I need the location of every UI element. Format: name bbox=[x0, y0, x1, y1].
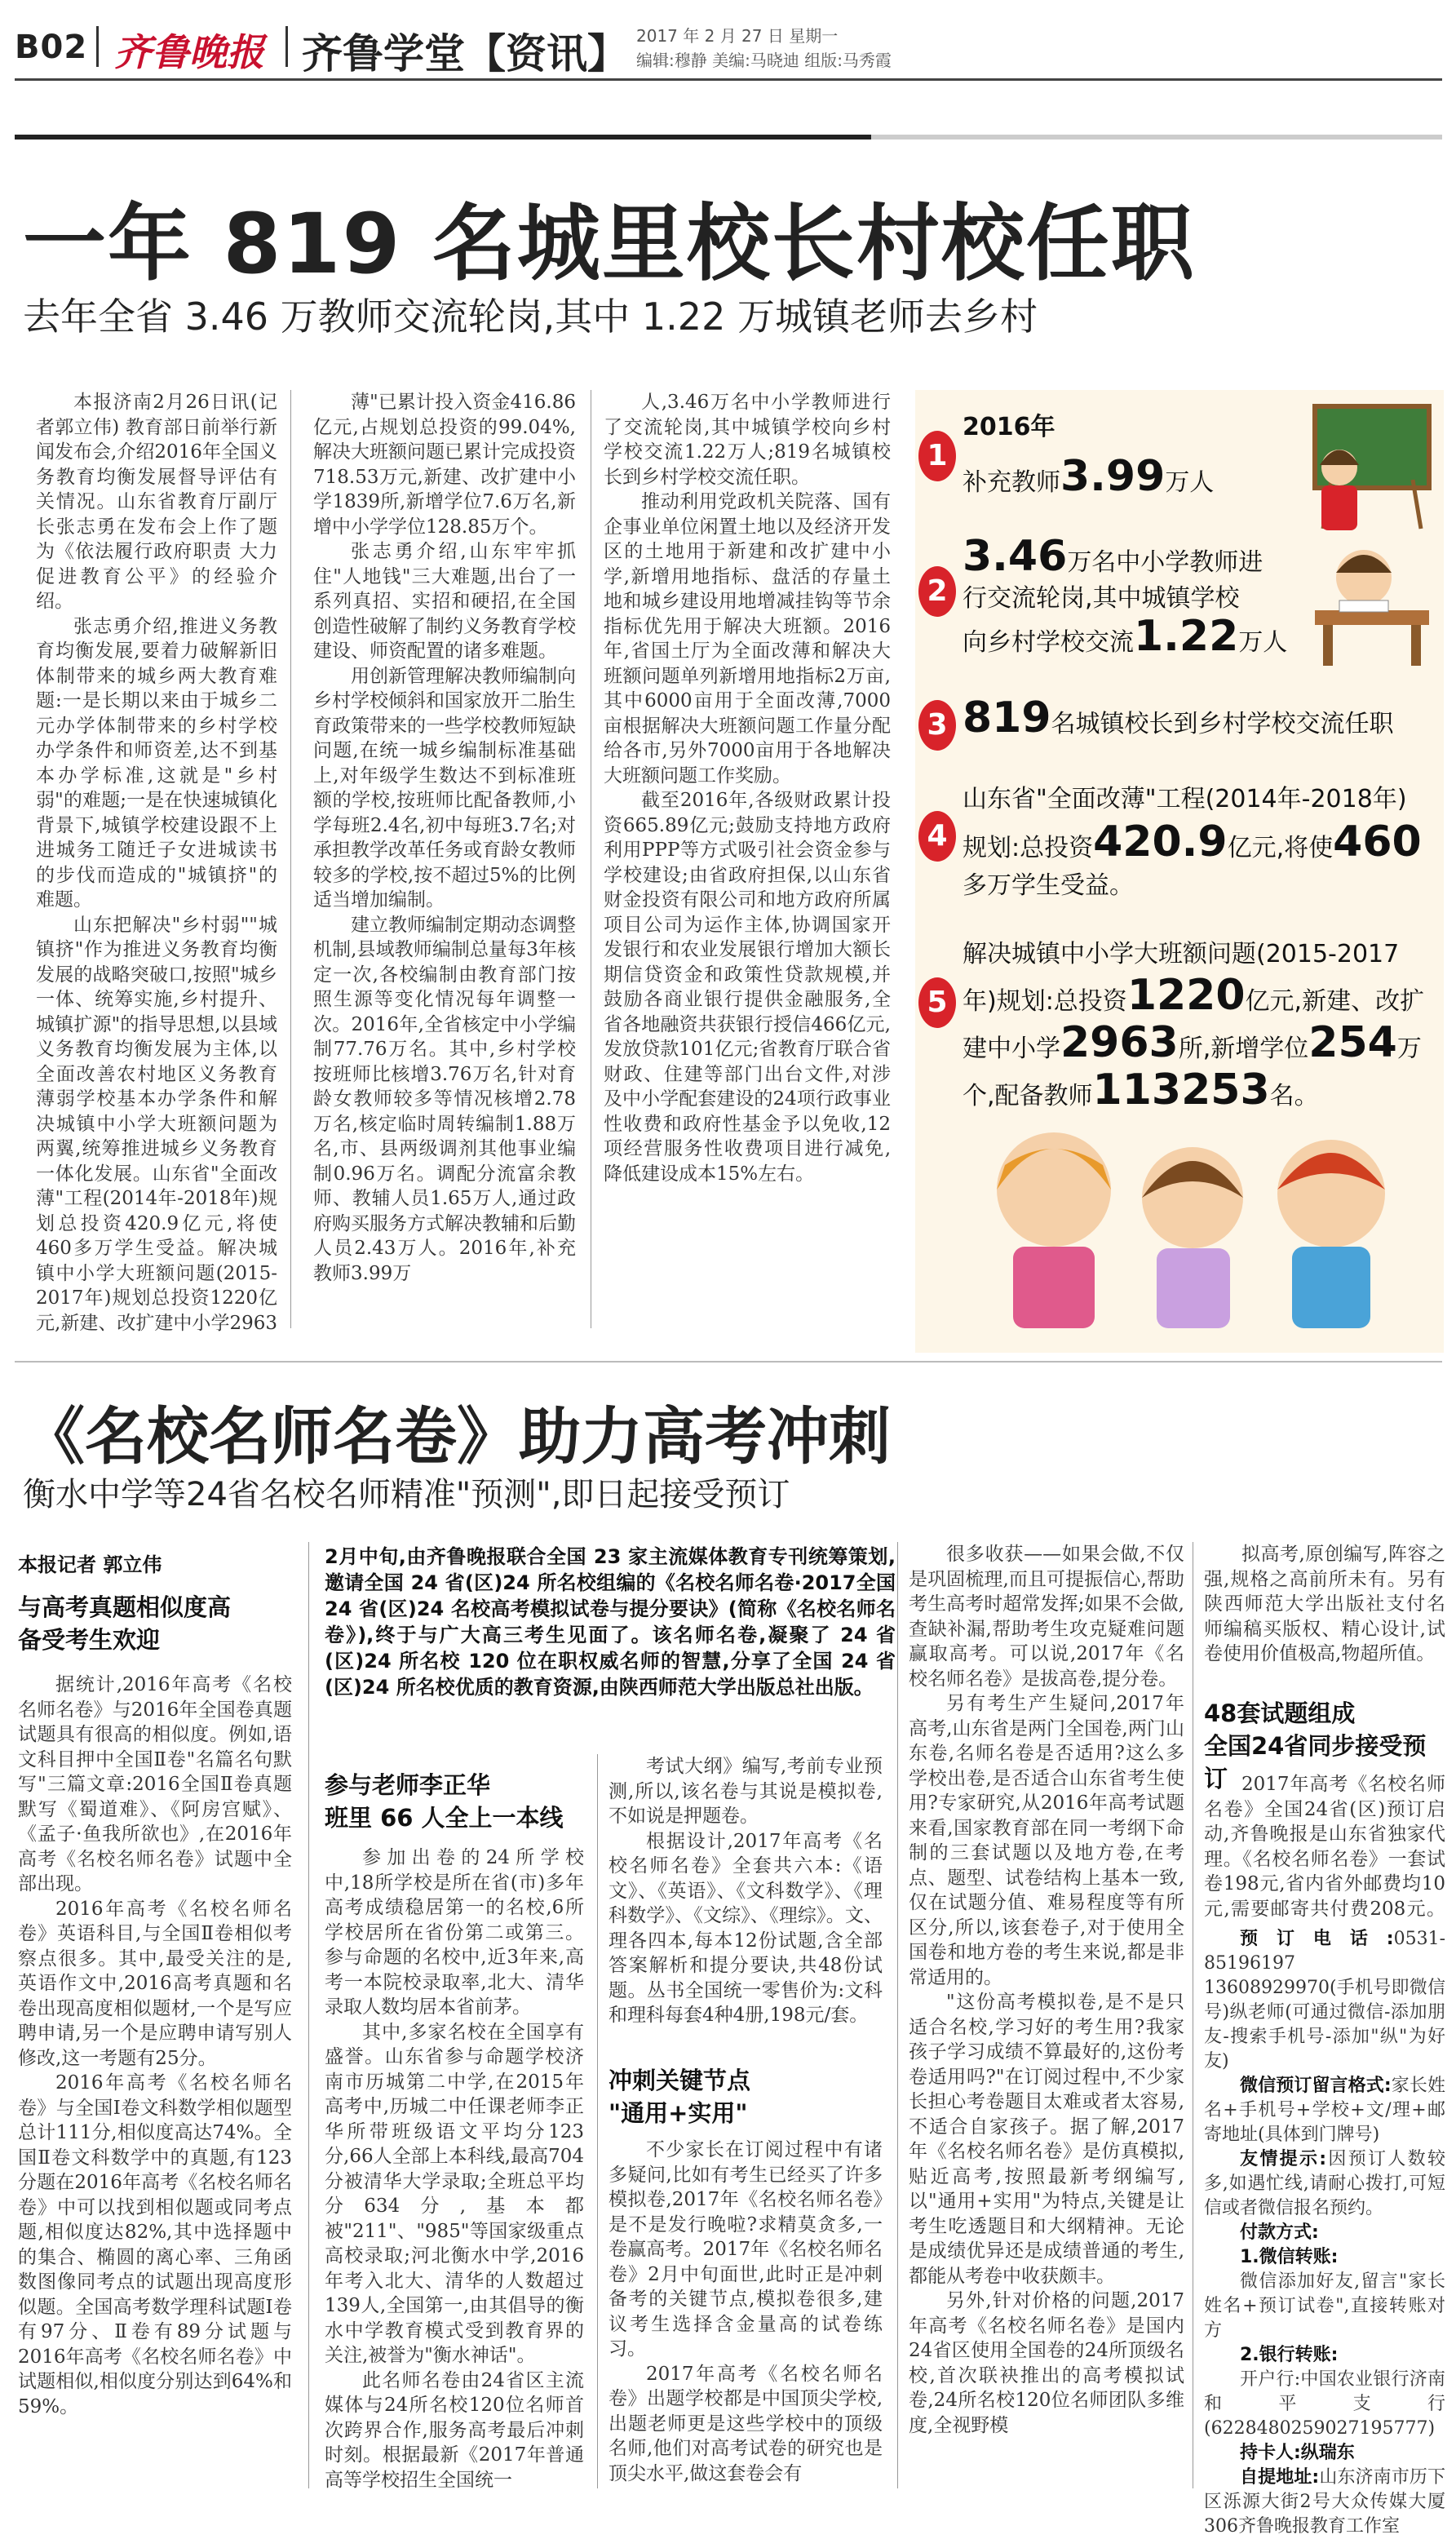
divider bbox=[96, 26, 99, 67]
section-title: 齐鲁学堂【资讯】 bbox=[302, 30, 628, 78]
article2-column-4 bbox=[909, 1542, 1184, 2488]
subhead-3-line-1: 冲刺关键节点 bbox=[609, 2067, 751, 2094]
item4-value-b: 460 bbox=[1333, 818, 1422, 866]
headline-1: 一年 819 名城里校长村校任职 bbox=[23, 196, 1196, 293]
column-divider bbox=[308, 1542, 309, 2488]
subhead-4-line-2: 全国24省同步接受预订 bbox=[1204, 1732, 1427, 1792]
article2-column-3a bbox=[609, 1754, 883, 2056]
column-divider bbox=[597, 1754, 598, 2488]
paragraph: 2016年高考《名校名师名卷》英语科目,与全国Ⅱ卷相似考察点很多。其中,最受关注的是,英语作文中,2016高考真题和名卷出现高度相似题材,一个是写应聘申请,另一个是应聘申请写别人修改,这一考题有25分。 bbox=[18, 1898, 292, 2069]
paragraph: 张志勇介绍,山东牢牢抓住"人地钱"三大难题,出台了一系列真招、实招和硬招,在全国创造性破解了制约义务教育学校建设、师资配置的诸多难题。 bbox=[313, 541, 576, 662]
lead-paragraph: 2月中旬,由齐鲁晚报联合全国 23 家主流媒体教育专刊统筹策划,邀请全国 24 省(区)24 所名校组编的《名校名师名卷·2017全国 24 省(区)24 名校高考模拟试卷与提分要诀》(简称《名校名师名卷》),终于与广大高三考生见面了。该名师名卷,凝聚了 24 省(区)24 所名校 120 位在职权威名师的智慧,分享了全国 24 省(区)24 所名校优质的教育资源,由陕西师范大学出版总社出版。 bbox=[325, 1545, 896, 1699]
item-number: 4 bbox=[918, 811, 956, 862]
item1-unit: 万人 bbox=[1165, 468, 1215, 497]
infographic-panel bbox=[915, 390, 1444, 1353]
paragraph: 据统计,2016年高考《名校名师名卷》与2016年全国卷真题试题具有很高的相似度。例如,语文科目押中全国Ⅱ卷"名篇名句默写"三篇文章:2016全国Ⅱ卷真题默写《蜀道难》、《阿房宫赋》、《孟子·鱼我所欲也》,在2016年高考《名校名师名卷》试题中全部出现。 bbox=[18, 1674, 292, 1894]
article2-column-3b bbox=[609, 2138, 883, 2488]
wechat-text: 微信添加好友,留言"家长姓名+预订试卷",直接转账对方 bbox=[1204, 2271, 1445, 2341]
item4-mid: 亿元,将使 bbox=[1227, 834, 1334, 862]
item5-text-c: 建中小学 bbox=[963, 1035, 1060, 1063]
item4-tail: 多万学生受益。 bbox=[963, 871, 1134, 900]
paragraph: 不少家长在订阅过程中有诸多疑问,比如有考生已经买了许多模拟卷,2017年《名校名师名卷》是不是发行晚啦?求精莫贪多,一卷赢高考。2017年《名校名师名卷》2月中旬面世,此时正是冲刺备考的关键节点,模拟卷很多,建议考生选择含金量高的试卷练习。 bbox=[609, 2139, 883, 2360]
order-info bbox=[1204, 1927, 1445, 2539]
subhead-2-line-1: 参与老师李正华 bbox=[325, 1771, 491, 1799]
item2-value-a: 3.46 bbox=[963, 532, 1068, 581]
paragraph: 截至2016年,各级财政累计投资665.89亿元;鼓励支持地方政府利用PPP等方式吸引社会资金参与学校建设;由省政府担保,以山东省财金投资有限公司和地方政府所属项目公司为运作主体,协调国家开发银行和农业发展银行增加大额长期信贷资金和政策性贷款规模,并鼓励各商业银行提供金融服务,全省各地融资共获银行授信466亿元,发放贷款101亿元;省教育厅联合省财政、住建等部门出台文件,对涉及中小学配套建设的24项行政事业性收费和政府性基金予以免收,12项经营服务性收费项目进行减免,降低建设成本15%左右。 bbox=[604, 790, 891, 1185]
subhead-1-line-1: 与高考真题相似度高 bbox=[18, 1593, 232, 1621]
item5-value-c: 254 bbox=[1308, 1018, 1397, 1067]
item5-text-g: 名。 bbox=[1269, 1082, 1319, 1110]
paragraph: 其中,多家名校在全国享有盛誉。山东省参与命题学校济南市历城第二中学,在2015年高考中,历城二中任课老师李正华所带班级语文平均分123分,66人全部上本科线,最高704分被清华大学录取;全班总平均分634分,基本都被"211"、"985"等国家级重点高校录取;河北衡水中学,2016年考入北大、清华的人数超过139人,全国第一,由其倡导的衡水中学教育模式受到教育界的关注,被誉为"衡水神话"。 bbox=[325, 2021, 584, 2366]
pickup-text: 山东济南市历下区泺源大街2号大众传媒大厦306齐鲁晚报教育工作室 bbox=[1204, 2467, 1445, 2537]
phone-text: 0531-85196197 13608929970(手机号即微信号)纵老师(可通过微信-添加朋友-搜索手机号-添加"纵"为好友) bbox=[1204, 1929, 1445, 2072]
divider bbox=[285, 26, 288, 67]
paragraph: 张志勇介绍,推进义务教育均衡发展,要着力破解新旧体制带来的城乡两大教育难题:一是长期以来由于城乡二元办学体制带来的乡村学校办学条件和师资差,达不到基本办学标准,这就是"乡村弱"的难题;一是在快速城镇化背景下,城镇学校建设跟不上进城务工随迁子女进城读书的步伐而造成的"城镇挤"的难题。 bbox=[36, 615, 277, 911]
item5-text-f: 个,配备教师 bbox=[963, 1082, 1093, 1110]
column-divider bbox=[290, 390, 291, 1328]
item5-value-a: 1220 bbox=[1126, 971, 1246, 1020]
item5-text-e: 万 bbox=[1396, 1035, 1422, 1063]
item-number: 3 bbox=[918, 700, 956, 751]
message-format-label: 微信预订留言格式: bbox=[1240, 2076, 1392, 2096]
article2-column-2 bbox=[325, 1846, 584, 2490]
subhead-4-line-1: 48套试题组成 bbox=[1204, 1699, 1356, 1727]
paragraph: 根据设计,2017年高考《名校名师名卷》全套共六本:《语文》、《英语》、《文科数学》、《理科数学》、《文综》、《理综》。文、理各四本,每本12份试题,含全部答案解析和提分要诀,共48份试题。丛书全国统一零售价为:文科和理科每套4种4册,198元/套。 bbox=[609, 1830, 883, 2026]
paragraph: 本报济南2月26日讯(记者郭立伟) 教育部日前举行新闻发布会,介绍2016年全国义务教育均衡发展督导评估有关情况。山东省教育厅副厅长张志勇在发布会上作了题为《依法履行政府职责 大力促进教育公平》的经验介绍。 bbox=[36, 392, 277, 612]
card-holder: 持卡人:纵瑞东 bbox=[1240, 2443, 1355, 2463]
item5-text-b: 亿元,新建、改扩 bbox=[1245, 987, 1425, 1016]
student-desk-illustration bbox=[1307, 537, 1437, 667]
bank-label: 2.银行转账: bbox=[1240, 2345, 1339, 2365]
item4-title: 山东省"全面改薄"工程(2014年-2018年) bbox=[963, 785, 1407, 813]
article1-column-1 bbox=[36, 390, 277, 1336]
headline-2: 《名校名师名卷》助力高考冲刺 bbox=[23, 1400, 891, 1473]
item2-value-b: 1.22 bbox=[1134, 612, 1239, 661]
subhead-3-line-2: "通用+实用" bbox=[609, 2099, 748, 2127]
item2-unit: 万人 bbox=[1238, 628, 1288, 657]
paragraph: 拟高考,原创编写,阵容之强,规格之高前所未有。另有陕西师范大学出版社支付名师编稿买版权、精心设计,试卷使用价值极高,物超所值。 bbox=[1204, 1544, 1445, 1664]
date-line: 2017 年 2 月 27 日 星期一 bbox=[636, 26, 839, 46]
subheadline-2: 衡水中学等24省名校名师精准"预测",即日起接受预订 bbox=[23, 1476, 790, 1513]
item-number: 1 bbox=[918, 431, 956, 481]
subheadline-1: 去年全省 3.46 万教师交流轮岗,其中 1.22 万城镇老师去乡村 bbox=[23, 295, 1038, 339]
paragraph: 2016年高考《名校名师名卷》与全国Ⅰ卷文科数学相似题型总计111分,相似度高达74%。全国Ⅱ卷文科数学中的真题,有123分题在2016年高考《名校名师名卷》中可以找到相似题或同考点题,相似度达82%,其中选择题中的集合、椭圆的离心率、三角函数图像同考点的试题出现高度形似题。全国高考数学理科试题Ⅰ卷有97分、Ⅱ卷有89分试题与2016年高考《名校名师名卷》中试题相似,相似度分别达到64%和59%。 bbox=[18, 2072, 292, 2417]
paragraph: 参加出卷的24所学校中,18所学校是所在省(市)多年高考成绩稳居第一的名校,6所学校居所在省份第二或第三。参与命题的名校中,近3年来,高考一本院校录取率,北大、清华录取人数均居本省前茅。 bbox=[325, 1847, 584, 2018]
item5-title: 解决城镇中小学大班额问题(2015-2017 bbox=[963, 940, 1400, 968]
subhead-2 bbox=[325, 1769, 586, 1834]
paragraph: 很多收获——如果会做,不仅是巩固梳理,而且可提振信心,帮助考生高考时超常发挥;如果不会做,查缺补漏,帮助考生攻克疑难问题赢取高考。可以说,2017年《名校名师名卷》是拔高卷,提分卷。 bbox=[909, 1544, 1184, 1690]
byline: 本报记者 郭立伟 bbox=[18, 1553, 162, 1576]
section-rule bbox=[15, 1361, 1442, 1363]
item-number: 5 bbox=[918, 977, 956, 1028]
paragraph: 薄"已累计投入资金416.86亿元,占规划总投资的99.04%,解决大班额问题已累计完成投资718.53万元,新建、改扩建中小学1839所,新增学位7.6万名,新增中小学学位128.85万个。 bbox=[313, 392, 576, 538]
item1-value: 3.99 bbox=[1060, 452, 1166, 501]
paragraph: 另有考生产生疑问,2017年高考,山东省是两门全国卷,两门山东卷,名师名卷是否适用?这么多学校出卷,是否适合山东省考生使用?专家研究,从2016年高考试题来看,国家教育部在同一考纲下命制的三套试题以及地方卷,在考点、题型、试卷结构上基本一致,仅在试题分值、难易程度等有所区分,所以,该套卷子,对于使用全国卷和地方卷的考生来说,都是非常适用的。 bbox=[909, 1693, 1184, 1988]
item3-value: 819 bbox=[963, 693, 1051, 742]
item5-text-a: 年)规划:总投资 bbox=[963, 987, 1127, 1016]
item-number: 2 bbox=[918, 566, 956, 617]
paragraph: 人,3.46万名中小学教师进行了交流轮岗,其中城镇学校向乡村学校交流1.22万人;819名城镇校长到乡村学校交流任职。 bbox=[604, 392, 891, 488]
paragraph: 建立教师编制定期动态调整机制,县域教师编制总量每3年核定一次,各校编制由教育部门按照生源等变化情况每年调整一次。2016年,全省核定中小学编制77.76万名。其中,乡村学校按班师比核增3.76万名,针对育龄女教师较多等情况核增2.78万名,核定临时周转编制1.88万名,市、县两级调剂其他事业编制0.96万名。调配分流富余教师、教辅人员1.65万人,通过政府购买服务方式解决教辅和后勤人员2.43万人。2016年,补充教师3.99万 bbox=[313, 914, 576, 1284]
subhead-1-line-2: 备受考生欢迎 bbox=[18, 1626, 161, 1654]
article2-column-5b bbox=[1204, 1772, 1445, 1919]
teacher-illustration bbox=[1282, 390, 1437, 545]
item2-text-a: 万名中小学教师进 bbox=[1067, 548, 1263, 577]
paragraph: "这份高考模拟卷,是不是只适合名校,学习好的考生用?我家孩子学习成绩不算最好的,这份考卷适用吗?"在订阅过程中,不少家长担心考卷题目太难或者太容易,不适合自家孩子。据了解,2017年《名校名师名卷》是仿真模拟,贴近高考,按照最新考纲编写,以"通用+实用"为特点,关键是让考生吃透题目和大纲精神。无论是成绩优异还是成绩普通的考生,都能从考卷中收获颇丰。 bbox=[909, 1992, 1184, 2287]
subhead-1 bbox=[18, 1591, 295, 1656]
paragraph: 推动利用党政机关院落、国有企事业单位闲置土地以及经济开发区的土地用于新建和改扩建中小学,新增用地指标、盘活的存量土地和城乡建设用地增减挂钩等节余指标优先用于解决大班额。2016年,省国土厅为全面改薄和解决大班额问题单列新增用地指标2万亩,其中6000亩用于全面改薄,7000亩根据解决大班额问题工作量分配给各市,另外7000亩用于各地解决大班额问题工作奖励。 bbox=[604, 491, 891, 787]
column-divider bbox=[897, 1542, 898, 2488]
tip-text: 因预订人数较多,如遇忙线,请耐心拨打,可短信或者微信报名预约。 bbox=[1204, 2149, 1445, 2218]
item5-value-d: 113253 bbox=[1092, 1066, 1270, 1114]
article1-column-2 bbox=[313, 390, 576, 1336]
paragraph: 此名师名卷由24省区主流媒体与24所名校120位名师首次跨界合作,服务高考最后冲刺时刻。根据最新《2017年普通高等学校招生全国统一 bbox=[325, 2369, 584, 2490]
item1-label: 补充教师 bbox=[963, 468, 1060, 497]
header-rule bbox=[15, 78, 1442, 81]
item1-year: 2016年 bbox=[963, 413, 1055, 441]
paragraph: 山东把解决"乡村弱""城镇挤"作为推进义务教育均衡发展的战略突破口,按照"城乡一体、统筹实施,乡村提升、城镇扩源"的指导思想,以县域义务教育均衡发展为主体,以全面改善农村地区义务教育薄弱学校基本办学条件和解决城镇中小学大班额问题为两翼,统筹推进城乡义务教育一体化发展。山东省"全面改薄"工程(2014年-2018年)规划总投资420.9亿元,将使460多万学生受益。解决城镇中小学大班额问题(2015-2017年)规划总投资1220亿元,新建、改扩建中小学2963 bbox=[36, 914, 277, 1334]
payment-label: 付款方式: bbox=[1240, 2222, 1319, 2243]
children-illustration bbox=[964, 1116, 1421, 1345]
tip-label: 友情提示: bbox=[1240, 2149, 1327, 2169]
item4-value-a: 420.9 bbox=[1093, 818, 1228, 866]
item5-text-d: 所,新增学位 bbox=[1178, 1035, 1309, 1063]
item2-text-b: 行交流轮岗,其中城镇学校 bbox=[963, 584, 1240, 613]
phone-label: 预订电话: bbox=[1240, 1929, 1394, 1949]
message-format-text: 家长姓名+手机号+学校+文/理+邮寄地址(具体到门牌号) bbox=[1204, 2076, 1445, 2145]
headline-rule bbox=[15, 135, 1442, 140]
item3-text: 名城镇校长到乡村学校交流任职 bbox=[1051, 710, 1394, 738]
wechat-label: 1.微信转账: bbox=[1240, 2247, 1339, 2267]
paragraph: 另外,针对价格的问题,2017年高考《名校名师名卷》是国内24省区使用全国卷的24所顶级名校,首次联袂推出的高考模拟试卷,24所名校120位名师团队多维度,全视野模 bbox=[909, 2290, 1184, 2436]
item5-value-b: 2963 bbox=[1060, 1018, 1179, 1067]
paragraph: 用创新管理解决教师编制向乡村学校倾斜和国家放开二胎生育政策带来的一些学校教师短缺问题,在统一城乡编制标准基础上,对年级学生数达不到标准班额的学校,按班师比配备教师,小学每班2.4名,初中每班3.7名;对承担教学改革任务或育龄女教师较多的学校,按不超过5%的比例适当增加编制。 bbox=[313, 665, 576, 911]
bank-text: 开户行:中国农业银行济南和平支行(6228480259027195777) bbox=[1204, 2369, 1445, 2439]
paragraph: 2017年高考《名校名师名卷》全国24省(区)预订启动,齐鲁晚报是山东省独家代理。《名校名师名卷》一套试卷198元,省内省外邮费均10元,需要邮寄共付费208元。 bbox=[1204, 1774, 1445, 1919]
article1-column-3 bbox=[604, 390, 891, 1336]
staff-line: 编辑:穆静 美编:马晓迪 组版:马秀霞 bbox=[636, 51, 892, 70]
masthead-logo: 齐鲁晚报 bbox=[114, 30, 264, 74]
page-number: B02 bbox=[15, 29, 88, 66]
subhead-2-line-2: 班里 66 人全上一本线 bbox=[325, 1804, 564, 1832]
item2-text-c: 向乡村学校交流 bbox=[963, 628, 1134, 657]
article2-column-5a bbox=[1204, 1542, 1445, 1689]
paragraph: 考试大纲》编写,考前专业预测,所以,该名卷与其说是模拟卷,不如说是押题卷。 bbox=[609, 1756, 883, 1827]
subhead-3 bbox=[609, 2064, 883, 2129]
item4-label: 规划:总投资 bbox=[963, 834, 1094, 862]
pickup-label: 自提地址: bbox=[1240, 2467, 1320, 2488]
paragraph: 2017年高考《名校名师名卷》出题学校都是中国顶尖学校,出题老师更是这些学校中的顶级名师,他们对高考试卷的研究也是顶尖水平,做这套卷会有 bbox=[609, 2363, 883, 2484]
article2-column-1 bbox=[18, 1673, 292, 2488]
